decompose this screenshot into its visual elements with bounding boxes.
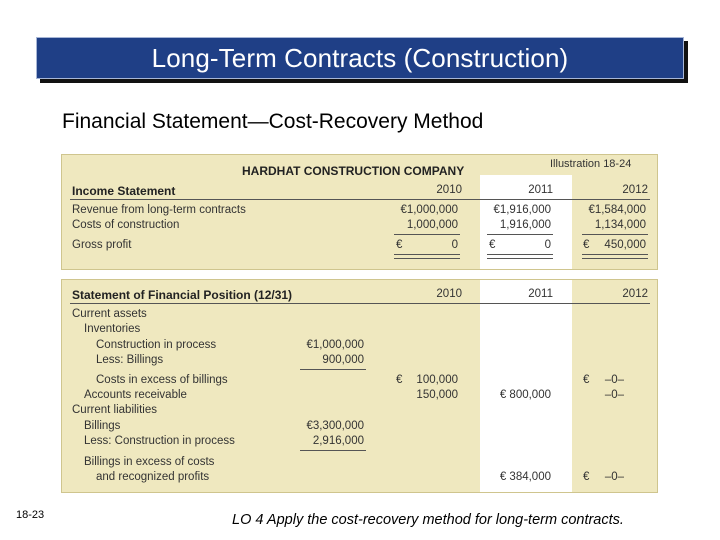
current-assets-label: Current assets (72, 308, 147, 320)
costs-excess-currency-2010: € (396, 374, 403, 386)
gross-profit-label: Gross profit (72, 239, 132, 251)
inventories-label: Inventories (84, 323, 141, 335)
costs-excess-currency-2012: € (583, 374, 590, 386)
illustration-label: Illustration 18-24 (550, 158, 632, 170)
billings-excess-2011: € 384,000 (499, 471, 551, 483)
current-liabilities-label: Current liabilities (72, 404, 158, 416)
gross-profit-2011: 0 (544, 239, 551, 251)
slide-title-banner (36, 37, 684, 79)
sfp-year-2010: 2010 (436, 288, 462, 300)
costs-excess-2010: 100,000 (416, 374, 458, 386)
slide-title: Long-Term Contracts (Construction) (151, 42, 569, 73)
double-rule-2010 (394, 254, 460, 259)
cip-sub-rule (300, 369, 366, 370)
less-cip-value: 2,916,000 (312, 435, 364, 447)
revenue-2012: €1,584,000 (588, 204, 646, 216)
billings-label: Billings (84, 420, 121, 432)
accounts-receivable-2012: –0– (604, 389, 624, 401)
year-2011-column-sfp (480, 280, 572, 492)
financial-position-panel (61, 279, 658, 493)
sfp-year-2012: 2012 (622, 288, 648, 300)
costs-excess-label: Costs in excess of billings (96, 374, 228, 386)
less-billings-label: Less: Billings (96, 354, 164, 366)
double-rule-2012 (582, 254, 648, 259)
accounts-receivable-label: Accounts receivable (84, 389, 187, 401)
income-year-2011: 2011 (528, 184, 553, 196)
billings-excess-2012: –0– (604, 471, 624, 483)
costs-2010: 1,000,000 (406, 219, 458, 231)
learning-objective: LO 4 Apply the cost-recovery method for long-term contracts. (232, 512, 624, 528)
billings-value: €3,300,000 (306, 420, 364, 432)
costs-2012: 1,134,000 (594, 219, 646, 231)
billings-excess-label-line2: and recognized profits (96, 471, 210, 483)
header-rule (70, 199, 650, 200)
income-year-2010: 2010 (436, 184, 462, 196)
accounts-receivable-2010: 150,000 (416, 389, 458, 401)
accounts-receivable-2011: € 800,000 (499, 389, 551, 401)
gross-profit-currency-2011: € (489, 239, 496, 251)
costs-2011: 1,916,000 (499, 219, 551, 231)
revenue-2011: €1,916,000 (493, 204, 551, 216)
gross-profit-currency-2010: € (396, 239, 403, 251)
sum-rule-2010 (394, 234, 460, 235)
sum-rule-2012 (582, 234, 648, 235)
revenue-label: Revenue from long-term contracts (72, 204, 246, 216)
less-billings-value: 900,000 (322, 354, 364, 366)
billings-sub-rule (300, 450, 366, 451)
sum-rule-2011 (487, 234, 553, 235)
income-year-2012: 2012 (622, 184, 648, 196)
slide-subtitle: Financial Statement—Cost-Recovery Method (62, 110, 484, 133)
billings-excess-currency-2012: € (583, 471, 590, 483)
costs-excess-2012: –0– (604, 374, 624, 386)
costs-label: Costs of construction (72, 219, 180, 231)
revenue-2010: €1,000,000 (400, 204, 458, 216)
slide-number: 18-23 (16, 509, 45, 521)
double-rule-2011 (487, 254, 553, 259)
company-name: HARDHAT CONSTRUCTION COMPANY (242, 164, 465, 178)
income-statement-panel (61, 154, 658, 270)
gross-profit-2010: 0 (451, 239, 458, 251)
sfp-header-rule (70, 303, 650, 304)
cip-value: €1,000,000 (306, 339, 364, 351)
cip-label: Construction in process (96, 339, 217, 351)
sfp-heading: Statement of Financial Position (12/31) (72, 288, 293, 302)
less-cip-label: Less: Construction in process (84, 435, 235, 447)
gross-profit-2012: 450,000 (604, 239, 646, 251)
billings-excess-label-line1: Billings in excess of costs (84, 456, 215, 468)
income-statement-heading: Income Statement (72, 184, 176, 198)
sfp-year-2011: 2011 (528, 288, 553, 300)
gross-profit-currency-2012: € (583, 239, 590, 251)
